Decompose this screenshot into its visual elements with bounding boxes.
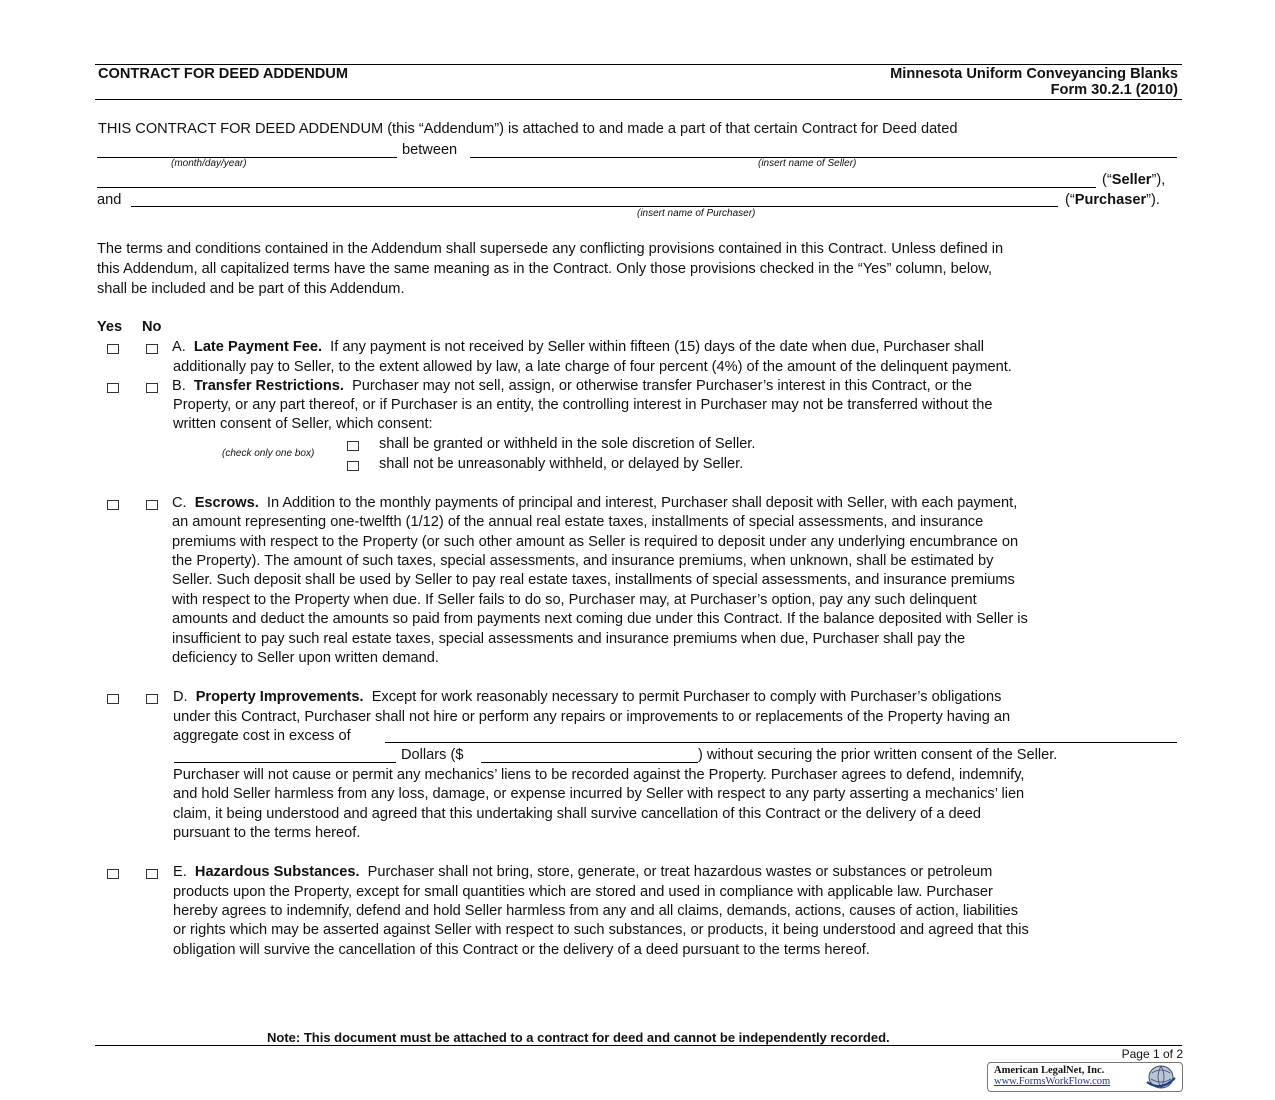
footer-rule: [95, 1045, 1182, 1046]
terms-line-2: this Addendum, all capitalized terms have the same meaning as in the Contract. Only those provisions checked in the “Yes” column, below,: [97, 261, 993, 277]
consent-option-1: shall be granted or withheld in the sole discretion of Seller.: [379, 436, 756, 452]
provision-c-no-checkbox[interactable]: [146, 500, 158, 510]
provision-e-letter: E.: [173, 864, 187, 880]
seller-close: ”),: [1151, 172, 1166, 188]
provision-b-no-checkbox[interactable]: [146, 383, 158, 393]
purchaser-hint: (insert name of Purchaser): [637, 208, 756, 219]
provision-d-line-7: claim, it being understood and agreed that this undertaking shall survive cancellation of this Contract or the delivery of a deed: [173, 806, 981, 822]
provision-c-title: Escrows.: [194, 495, 259, 511]
provision-c-line-1: [172, 495, 1017, 511]
consent-option-2: shall not be unreasonably withheld, or delayed by Seller.: [379, 456, 744, 472]
provision-a-yes-checkbox[interactable]: [107, 344, 119, 354]
provision-b-title: Transfer Restrictions.: [193, 378, 344, 394]
seller-defined-term: [1102, 172, 1165, 188]
yes-column-header: Yes: [97, 319, 123, 335]
date-hint: (month/day/year): [171, 158, 247, 169]
provision-a-no-checkbox[interactable]: [146, 344, 158, 354]
provision-d-line-8: pursuant to the terms hereof.: [173, 825, 361, 841]
terms-line-3: shall be included and be part of this Addendum.: [97, 281, 405, 297]
provision-c-line-9: deficiency to Seller upon written demand.: [172, 650, 439, 666]
provision-e-title: Hazardous Substances.: [194, 864, 360, 880]
provision-a-letter: A.: [172, 339, 186, 355]
provision-b-line-3: written consent of Seller, which consent:: [173, 416, 433, 432]
provision-d-no-checkbox[interactable]: [146, 694, 158, 704]
terms-line-1: The terms and conditions contained in the Addendum shall supersede any conflicting provisions contained in this Contract. Unless defined in: [97, 241, 1004, 257]
provision-e-line-1: [173, 864, 992, 880]
form-org: Minnesota Uniform Conveyancing Blanks: [890, 66, 1178, 82]
date-field[interactable]: [97, 157, 397, 158]
provision-b-line-2: Property, or any part thereof, or if Purchaser is an entity, the controlling interest in Purchaser may not be transferred without the: [173, 397, 993, 413]
check-only-one-hint: (check only one box): [222, 448, 315, 459]
provision-d-title: Property Improvements.: [195, 689, 364, 705]
purchaser-open: (“: [1065, 192, 1075, 208]
provision-e-line-5: obligation will survive the cancellation of this Contract or the delivery of a deed pursuant to the terms hereof.: [173, 942, 870, 958]
provision-d-line-2: under this Contract, Purchaser shall not hire or perform any repairs or improvements to or replacements of the Property having an: [173, 709, 1011, 725]
provision-a-title: Late Payment Fee.: [193, 339, 323, 355]
provision-b-line-1: [172, 378, 972, 394]
provision-c-letter: C.: [172, 495, 187, 511]
provision-d-line-5: Purchaser will not cause or permit any mechanics’ liens to be recorded against the Property. Purchaser agrees to defend, indemnify,: [173, 767, 1025, 783]
provision-c-text-1: In Addition to the monthly payments of principal and interest, Purchaser shall deposit with Seller, with each payment,: [266, 495, 1018, 511]
provision-a-line-2: additionally pay to Seller, to the extent allowed by law, a late charge of four percent (4%) of the amount of the delinquent payment.: [173, 359, 1012, 375]
purchaser-name-field[interactable]: [131, 206, 1058, 207]
consent-option-2-checkbox[interactable]: [347, 461, 359, 471]
provision-e-line-4: or rights which may be asserted against Seller with respect to such substances, or products, it being understood and agreed that this: [173, 922, 1029, 938]
provision-b-letter: B.: [172, 378, 186, 394]
provision-a-line-1: [172, 339, 984, 355]
no-column-header: No: [142, 319, 162, 335]
form-title: CONTRACT FOR DEED ADDENDUM: [98, 66, 348, 82]
provision-d-line-6: and hold Seller harmless from any loss, damage, or expense incurred by Seller with respect to any party asserting a mechanics’ lien: [173, 786, 1025, 802]
aggregate-cost-words-field-2[interactable]: [174, 762, 396, 763]
provision-c-line-7: amounts and deduct the amounts so paid from payments next coming due under this Contract. If the balance deposited with Seller is: [172, 611, 1028, 627]
intro-line-1: THIS CONTRACT FOR DEED ADDENDUM (this “Addendum”) is attached to and made a part of that certain Contract for Deed dated: [98, 121, 958, 137]
provision-c-line-4: the Property). The amount of such taxes, special assessments, and insurance premiums, when unknown, shall be estimated by: [172, 553, 994, 569]
aggregate-cost-amount-field[interactable]: [481, 762, 698, 763]
provision-b-text-1: Purchaser may not sell, assign, or otherwise transfer Purchaser’s interest in this Contract, or the: [352, 378, 973, 394]
provision-c-line-3: premiums with respect to the Property (or such other amount as Seller is required to deposit under any underlying encumbrance on: [172, 534, 1019, 550]
provision-e-yes-checkbox[interactable]: [107, 869, 119, 879]
american-legalnet-logo[interactable]: [987, 1062, 1183, 1092]
and-label: and: [97, 192, 122, 208]
purchaser-close: ”).: [1146, 192, 1160, 208]
provision-c-line-6: with respect to the Property when due. If Seller fails to do so, Purchaser may, at Purchaser’s option, pay any such delinquent: [172, 592, 977, 608]
provision-e-line-2: products upon the Property, except for small quantities which are stored and used in compliance with applicable law. Purchaser: [173, 884, 993, 900]
provision-d-letter: D.: [173, 689, 188, 705]
dollars-label: Dollars ($: [401, 747, 464, 763]
provision-e-line-3: hereby agrees to indemnify, defend and hold Seller harmless from any and all claims, demands, actions, causes of action, liabilities: [173, 903, 1018, 919]
provision-d-line-4: ) without securing the prior written consent of the Seller.: [698, 747, 1058, 763]
page-number: Page 1 of 2: [1121, 1047, 1183, 1061]
provision-e-no-checkbox[interactable]: [146, 869, 158, 879]
provision-d-line-1: [173, 689, 1001, 705]
seller-name-field-2[interactable]: [97, 187, 1096, 188]
header-top-rule: [95, 64, 1182, 65]
between-label: between: [402, 142, 458, 158]
seller-hint: (insert name of Seller): [758, 158, 857, 169]
globe-icon: [1144, 1064, 1178, 1090]
logo-url: www.FormsWorkFlow.com: [994, 1076, 1111, 1087]
header-bottom-rule: [95, 99, 1182, 100]
consent-option-1-checkbox[interactable]: [347, 441, 359, 451]
provision-b-yes-checkbox[interactable]: [107, 383, 119, 393]
provision-c-yes-checkbox[interactable]: [107, 500, 119, 510]
provision-e-text-1: Purchaser shall not bring, store, generate, or treat hazardous wastes or substances or petroleum: [367, 864, 993, 880]
seller-label: Seller: [1111, 172, 1152, 188]
provision-c-line-5: Seller. Such deposit shall be used by Seller to pay real estate taxes, installments of special assessments, and insurance premiums: [172, 572, 1015, 588]
provision-c-line-8: insufficient to pay such real estate taxes, special assessments and insurance premiums when due, Purchaser shall pay the: [172, 631, 966, 647]
purchaser-defined-term: [1065, 192, 1160, 208]
provision-d-yes-checkbox[interactable]: [107, 694, 119, 704]
aggregate-cost-words-field[interactable]: [385, 742, 1177, 743]
seller-open: (“: [1102, 172, 1112, 188]
footer-note: Note: This document must be attached to a contract for deed and cannot be independently recorded.: [267, 1030, 890, 1045]
form-number: Form 30.2.1 (2010): [1050, 82, 1178, 98]
provision-d-line-3: aggregate cost in excess of: [173, 728, 351, 744]
provision-d-text-1: Except for work reasonably necessary to permit Purchaser to comply with Purchaser’s obligations: [371, 689, 1002, 705]
purchaser-label: Purchaser: [1074, 192, 1147, 208]
logo-name: American LegalNet, Inc.: [994, 1065, 1105, 1076]
provision-a-text-1: If any payment is not received by Seller within fifteen (15) days of the date when due, Purchaser shall: [330, 339, 985, 355]
provision-c-line-2: an amount representing one-twelfth (1/12) of the annual real estate taxes, installments of special assessments, and insurance: [172, 514, 984, 530]
